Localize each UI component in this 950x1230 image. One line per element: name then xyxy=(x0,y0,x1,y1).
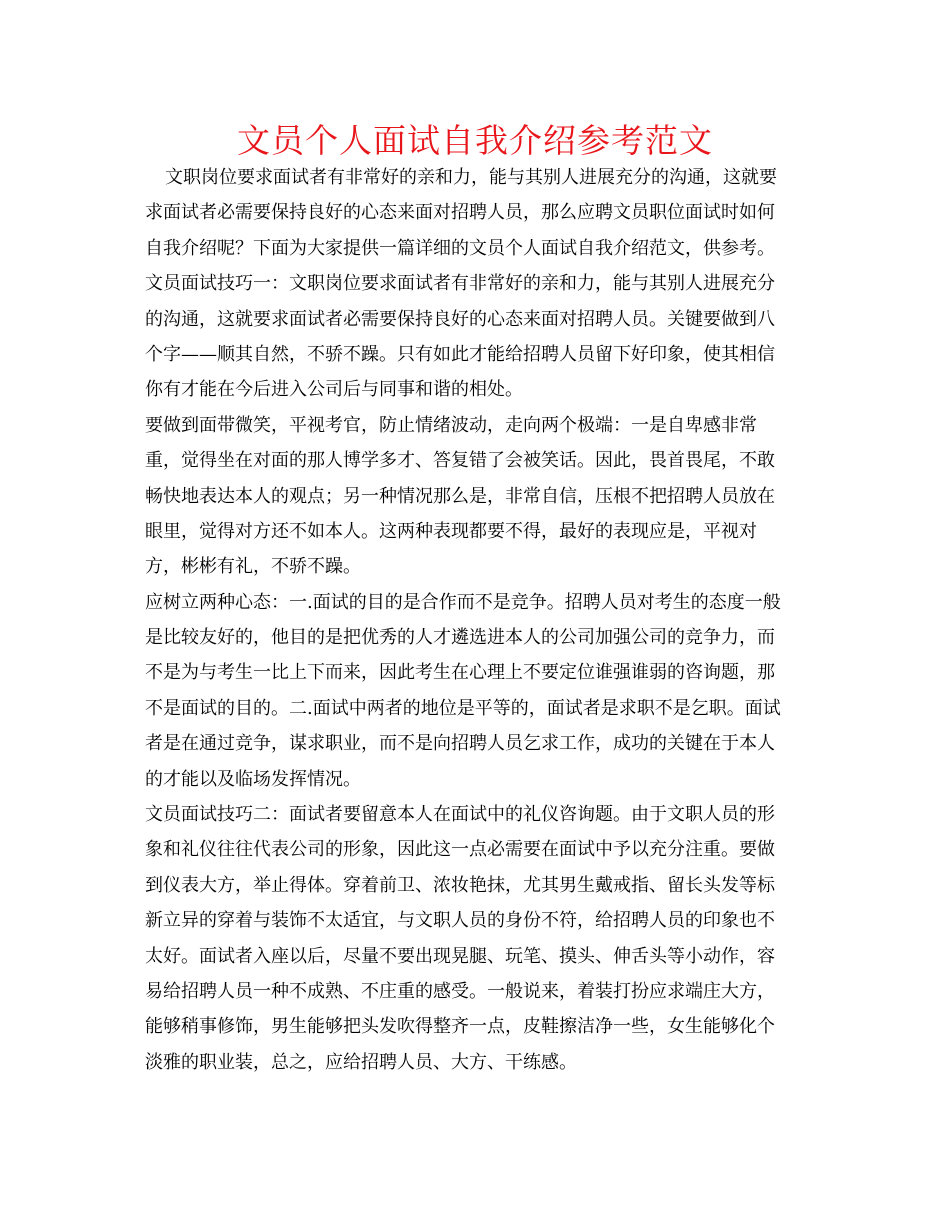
text-line: 方，彬彬有礼，不骄不躁。 xyxy=(145,556,361,578)
text-line: 文员面试技巧一：文职岗位要求面试者有非常好的亲和力，能与其别人进展充分 xyxy=(145,273,775,295)
text-line: 自我介绍呢？下面为大家提供一篇详细的文员个人面试自我介绍范文，供参考。 xyxy=(145,237,775,259)
text-line: 要做到面带微笑，平视考官，防止情绪波动，走向两个极端：一是自卑感非常 xyxy=(145,414,757,436)
text-line: 应树立两种心态：一.面试的目的是合作而不是竞争。招聘人员对考生的态度一般 xyxy=(145,591,781,613)
text-line: 重，觉得坐在对面的那人博学多才、答复错了会被笑话。因此，畏首畏尾，不敢 xyxy=(145,450,775,472)
text-line: 的沟通，这就要求面试者必需要保持良好的心态来面对招聘人员。关键要做到八 xyxy=(145,308,775,330)
text-line: 求面试者必需要保持良好的心态来面对招聘人员，那么应聘文员职位面试时如何 xyxy=(145,202,775,224)
text-line: 淡雅的职业装，总之，应给招聘人员、大方、干练感。 xyxy=(145,1051,577,1073)
document-title: 文员个人面试自我介绍参考范文 xyxy=(237,121,713,160)
text-line: 文职岗位要求面试者有非常好的亲和力，能与其别人进展充分的沟通，这就要 xyxy=(165,167,777,188)
text-line: 眼里，觉得对方还不如本人。这两种表现都要不得，最好的表现应是，平视对 xyxy=(145,520,757,542)
text-line: 文员面试技巧二：面试者要留意本人在面试中的礼仪咨询题。由于文职人员的形 xyxy=(145,804,775,826)
text-line: 者是在通过竞争，谋求职业，而不是向招聘人员乞求工作，成功的关键在于本人 xyxy=(145,733,775,755)
paragraph-tip-two xyxy=(145,797,813,1080)
paragraph-smile xyxy=(145,408,813,585)
text-line: 的才能以及临场发挥情况。 xyxy=(145,768,361,790)
text-line: 不是为与考生一比上下而来，因此考生在心理上不要定位谁强谁弱的咨询题，那 xyxy=(145,662,775,684)
text-line: 能够稍事修饰，男生能够把头发吹得整齐一点，皮鞋擦洁净一些，女生能够化个 xyxy=(145,1016,775,1038)
document-body xyxy=(145,160,813,1080)
text-line: 新立异的穿着与装饰不太适宜，与文职人员的身份不符，给招聘人员的印象也不 xyxy=(145,910,775,932)
text-line: 畅快地表达本人的观点；另一种情况那么是，非常自信，压根不把招聘人员放在 xyxy=(145,485,775,507)
text-line: 太好。面试者入座以后，尽量不要出现晃腿、玩笔、摸头、伸舌头等小动作，容 xyxy=(145,945,775,967)
text-line: 你有才能在今后进入公司后与同事和谐的相处。 xyxy=(145,379,523,401)
text-line: 个字——顺其自然，不骄不躁。只有如此才能给招聘人员留下好印象，使其相信 xyxy=(145,343,775,365)
text-line: 不是面试的目的。二.面试中两者的地位是平等的，面试者是求职不是乞职。面试 xyxy=(145,697,781,719)
paragraph-tip-one xyxy=(145,266,813,408)
text-line: 象和礼仪往往代表公司的形象，因此这一点必需要在面试中予以充分注重。要做 xyxy=(145,839,775,861)
text-line: 到仪表大方，举止得体。穿着前卫、浓妆艳抹，尤其男生戴戒指、留长头发等标 xyxy=(145,874,775,896)
paragraph-intro xyxy=(145,160,813,266)
paragraph-mindset xyxy=(145,585,813,797)
text-line: 易给招聘人员一种不成熟、不庄重的感受。一般说来，着装打扮应求端庄大方， xyxy=(145,980,775,1002)
text-line: 是比较友好的，他目的是把优秀的人才遴选进本人的公司加强公司的竞争力，而 xyxy=(145,627,775,649)
